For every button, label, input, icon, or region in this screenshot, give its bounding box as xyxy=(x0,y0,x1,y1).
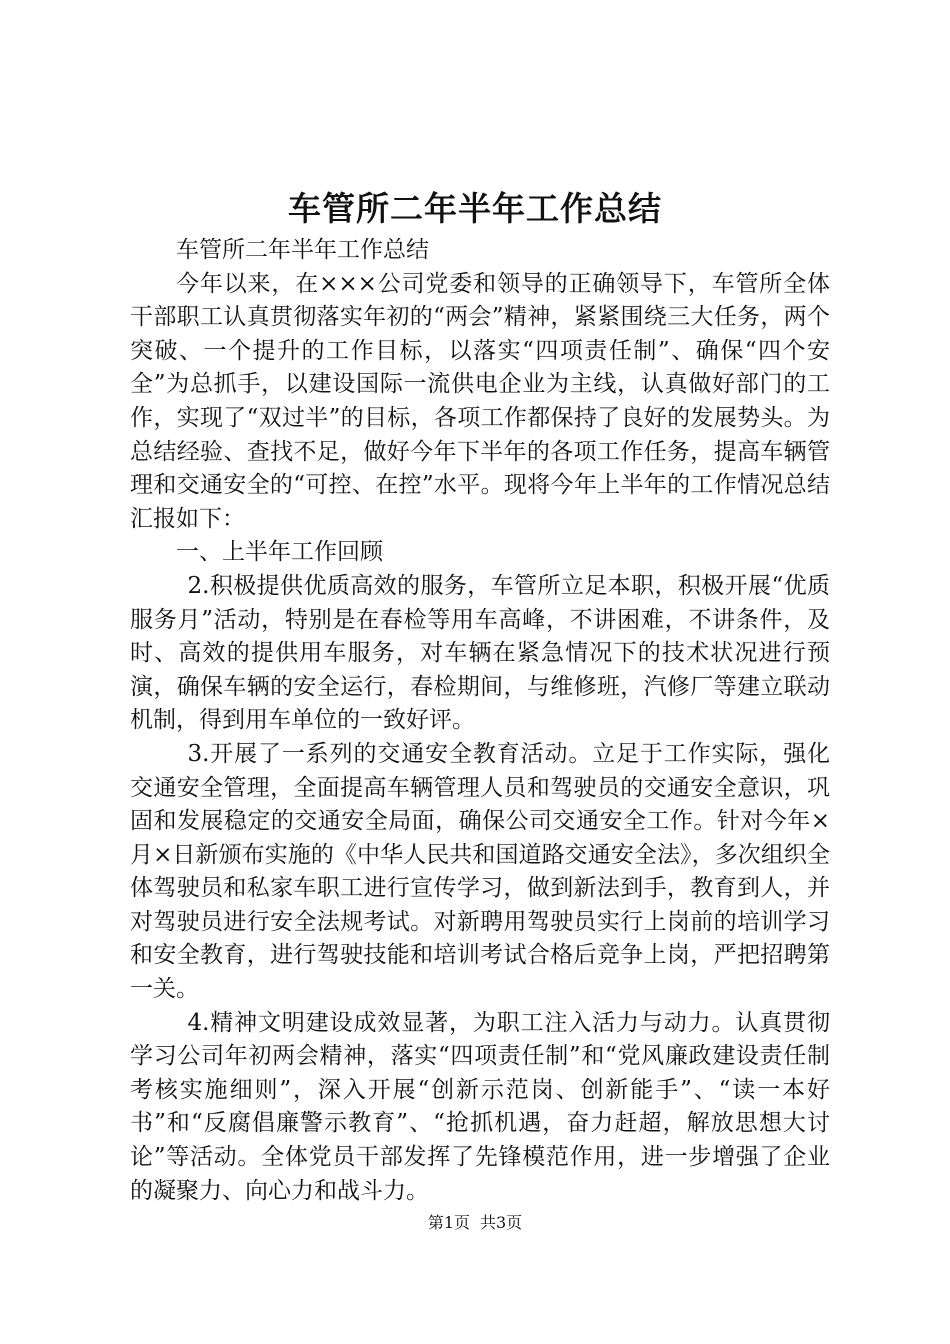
paragraph-item-2: 2.积极提供优质高效的服务，车管所立足本职，积极开展“优质服务月”活动，特别是在春检等用车高峰，不讲困难，不讲条件，及时、高效的提供用车服务，对车辆在紧急情况下的技术状况进行预演，确保车辆的安全运行，春检期间，与维修班，汽修厂等建立联动机制，得到用车单位的一致好评。 xyxy=(130,572,830,734)
paragraph-intro: 今年以来，在×××公司党委和领导的正确领导下，车管所全体干部职工认真贯彻落实年初的“两会”精神，紧紧围绕三大任务，两个突破、一个提升的工作目标，以落实“四项责任制”、确保“四个安全”为总抓手，以建设国际一流供电企业为主线，认真做好部门的工作，实现了“双过半”的目标，各项工作都保持了良好的发展势头。为总结经验、查找不足，做好今年下半年的各项工作任务，提高车辆管理和交通安全的“可控、在控”水平。现将今年上半年的工作情况总结汇报如下： xyxy=(130,270,830,532)
document-title: 车管所二年半年工作总结 xyxy=(288,189,662,228)
page-footer xyxy=(0,1212,950,1234)
document-body xyxy=(130,234,830,1208)
page-number: 第1页 xyxy=(427,1213,470,1232)
paragraph-item-3: 3.开展了一系列的交通安全教育活动。立足于工作实际，强化交通安全管理，全面提高车辆管理人员和驾驶员的交通安全意识，巩固和发展稳定的交通安全局面，确保公司交通安全工作。针对今年×月×日新颁布实施的《中华人民共和国道路交通安全法》，多次组织全体驾驶员和私家车职工进行宣传学习，做到新法到手，教育到人，并对驾驶员进行安全法规考试。对新聘用驾驶员实行上岗前的培训学习和安全教育，进行驾驶技能和培训考试合格后竞争上岗，严把招聘第一关。 xyxy=(130,740,830,1003)
section-heading: 一、上半年工作回顾 xyxy=(176,539,383,566)
page-total: 共3页 xyxy=(480,1213,523,1232)
document-subtitle: 车管所二年半年工作总结 xyxy=(176,237,429,263)
paragraph-item-4: 4.精神文明建设成效显著，为职工注入活力与动力。认真贯彻学习公司年初两会精神，落实“四项责任制”和“党风廉政建设责任制考核实施细则”，深入开展“创新示范岗、创新能手”、“读一本好书”和“反腐倡廉警示教育”、“抢抓机遇，奋力赶超，解放思想大讨论”等活动。全体党员干部发挥了先锋模范作用，进一步增强了企业的凝聚力、向心力和战斗力。 xyxy=(130,1009,830,1204)
